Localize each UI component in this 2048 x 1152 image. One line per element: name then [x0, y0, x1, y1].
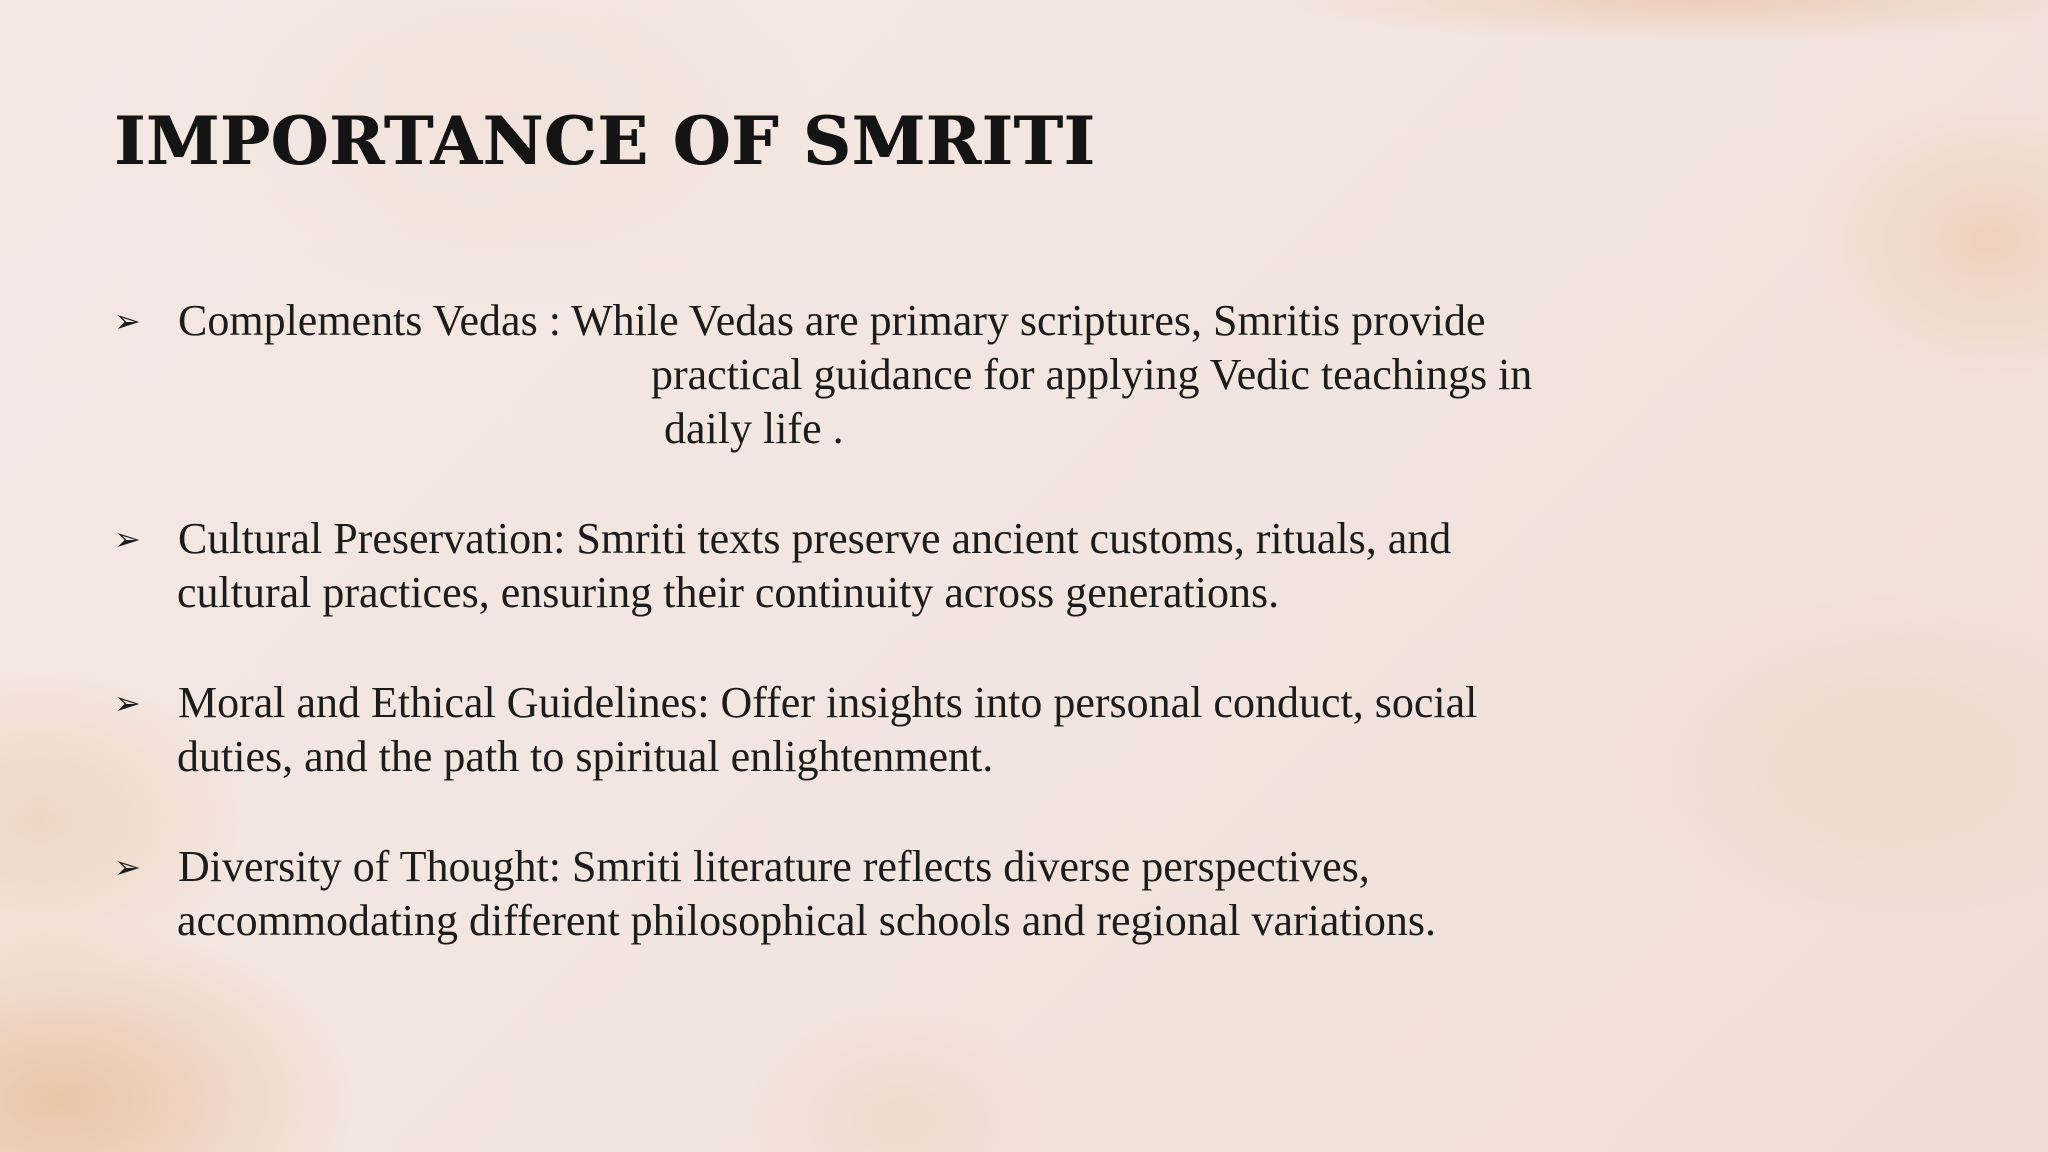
bullet-item-complements-vedas: [114, 294, 1834, 456]
arrow-bullet-icon: ➢: [114, 302, 141, 340]
bullet-item-moral-ethical-guidelines: [114, 676, 1834, 784]
bullet-item-diversity-of-thought: [114, 840, 1834, 948]
slide-title: IMPORTANCE OF SMRITI: [114, 102, 1096, 180]
bullet-text-line: daily life .: [664, 404, 844, 453]
arrow-bullet-icon: ➢: [114, 848, 141, 886]
bullet-text-line: Cultural Preservation: Smriti texts preserve ancient customs, rituals, and: [178, 514, 1452, 563]
arrow-bullet-icon: ➢: [114, 520, 141, 558]
bullet-text-line: Complements Vedas : While Vedas are primary scriptures, Smritis provide: [178, 296, 1486, 345]
arrow-bullet-icon: ➢: [114, 684, 141, 722]
bullet-text-line: accommodating different philosophical schools and regional variations.: [177, 896, 1436, 945]
bullet-text-line: practical guidance for applying Vedic teachings in: [651, 350, 1533, 399]
bullet-text-line: Moral and Ethical Guidelines: Offer insights into personal conduct, social: [178, 678, 1478, 727]
bullet-text-line: duties, and the path to spiritual enlightenment.: [177, 732, 994, 781]
bullet-item-cultural-preservation: [114, 512, 1834, 620]
bullet-text-line: Diversity of Thought: Smriti literature reflects diverse perspectives,: [178, 842, 1370, 891]
bullet-text-line: cultural practices, ensuring their continuity across generations.: [177, 568, 1280, 617]
